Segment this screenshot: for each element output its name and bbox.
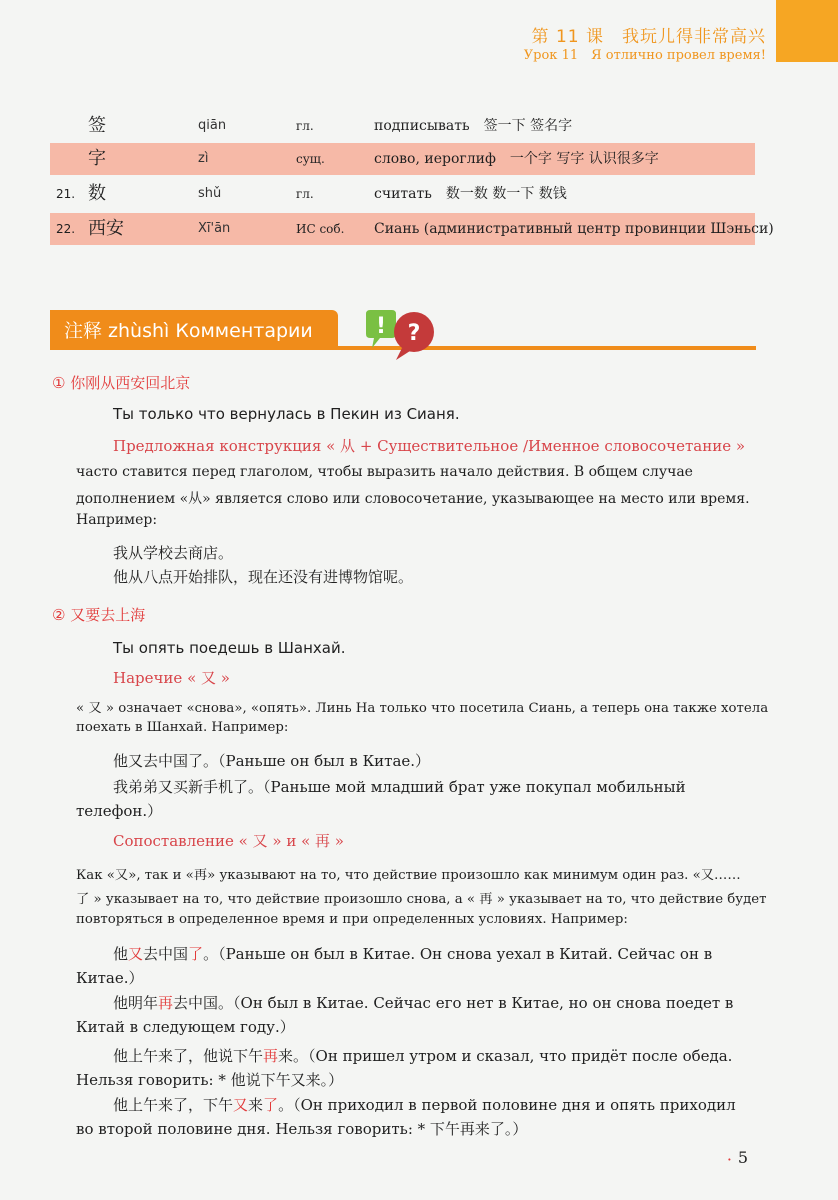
lesson-title: 第 11 课 我玩儿得非常高兴 [531, 27, 766, 47]
vocab-number: 22. [56, 222, 76, 236]
svg-text:?: ? [407, 321, 421, 346]
body-text: Как «又», так и «再» указывают на то, что действие произошло как минимум один раз. «又…… [76, 868, 741, 883]
grammar-rule: Сопоставление « 又 » и « 再 » [113, 832, 344, 850]
example-fragment: 来。（Он пришел утром и сказал, что придёт после обеда. [278, 1047, 733, 1065]
vocab-part-of-speech: сущ. [296, 152, 325, 166]
vocab-word: 西安 [88, 218, 124, 239]
example-sentence: Нельзя говорить: * 他说下午又来。） [76, 1071, 344, 1089]
lesson-subtitle: Урок 11 Я отлично провел время! [523, 48, 766, 63]
vocab-definition: слово, иероглиф 一个字 写字 认识很多字 [374, 151, 659, 167]
vocab-part-of-speech: гл. [296, 119, 314, 133]
page-number-marker: · [726, 1150, 732, 1169]
example-fragment: 来 [248, 1096, 264, 1114]
grammar-rule: Наречие « 又 » [113, 669, 230, 687]
example-sentence: Китай в следующем году.） [76, 1018, 295, 1036]
highlight-word: 又 [233, 1096, 249, 1114]
note-translation: Ты опять поедешь в Шанхай. [113, 639, 346, 657]
example-sentence: телефон.） [76, 802, 163, 820]
vocab-word: 数 [88, 183, 106, 204]
highlight-word: 了 [263, 1096, 279, 1114]
body-text: 了 » указывает на то, что действие произошло снова, а « 再 » указывает на то, что действие будет [76, 892, 767, 907]
vocab-row [50, 110, 755, 142]
section-title: 注释 zhùshì Комментарии [64, 320, 313, 342]
example-sentence: 他从八点开始排队，现在还没有进博物馆呢。 [113, 568, 414, 586]
body-text: « 又 » означает «снова», «опять». Линь На только что посетила Сиань, а теперь она также хотела [76, 701, 769, 716]
example-fragment: 他上午来了，他说下午 [113, 1047, 264, 1065]
vocab-row [50, 178, 755, 210]
note-translation: Ты только что вернулась в Пекин из Сианя. [113, 405, 460, 423]
page-number: 5 [737, 1148, 748, 1167]
example-sentence [113, 1094, 736, 1115]
speech-bubbles-icon [362, 308, 438, 364]
example-fragment: 他 [113, 945, 129, 963]
vocab-word: 字 [88, 148, 106, 169]
body-text: поехать в Шанхай. Например: [76, 720, 289, 735]
example-sentence: 我弟弟又买新手机了。（Раньше мой младший брат уже покупал мобильный [113, 778, 686, 796]
example-sentence [113, 1045, 732, 1066]
example-sentence [113, 943, 712, 964]
body-text: дополнением «从» является слово или словосочетание, указывающее на место или время. [76, 491, 750, 507]
grammar-rule: Предложная конструкция « 从 + Существительное /Именное словосочетание » [113, 437, 746, 455]
vocab-number: 21. [56, 187, 76, 201]
vocab-word: 签 [88, 115, 106, 136]
vocab-row [50, 213, 774, 245]
vocab-pinyin: zì [198, 151, 209, 166]
example-sentence [113, 992, 733, 1013]
example-fragment: 他上午来了，下午 [113, 1096, 234, 1114]
body-text: повторяться в определенное время и при определенных условиях. Например: [76, 912, 628, 927]
example-sentence: 他又去中国了。（Раньше он был в Китае.） [113, 752, 431, 770]
vocab-pinyin: qiān [198, 118, 227, 133]
example-fragment: 他明年 [113, 994, 159, 1012]
example-fragment: 去中国。（Он был в Китае. Сейчас его нет в Китае, но он снова поедет в [173, 994, 734, 1012]
body-text: Например: [76, 512, 158, 528]
header-accent-block [776, 0, 838, 62]
example-sentence: Китае.） [76, 969, 144, 987]
example-fragment: 。（Раньше он был в Китае. Он снова уехал в Китай. Сейчас он в [203, 945, 713, 963]
vocab-part-of-speech: ИС соб. [296, 222, 345, 236]
example-fragment: 去中国 [143, 945, 189, 963]
vocab-definition: подписывать 签一下 签名字 [374, 118, 573, 134]
vocab-pinyin: Xī'ān [198, 221, 231, 236]
example-sentence: во второй половине дня. Нельзя говорить: * 下午再来了。） [76, 1120, 528, 1138]
example-fragment: 。（Он приходил в первой половине дня и опять приходил [278, 1096, 736, 1114]
body-text: часто ставится перед глаголом, чтобы выразить начало действия. В общем случае [76, 464, 693, 480]
note-heading: ② 又要去上海 [52, 606, 146, 624]
vocab-definition: считать 数一数 数一下 数钱 [374, 186, 567, 202]
highlight-word: 了 [188, 945, 204, 963]
highlight-word: 再 [263, 1047, 279, 1065]
note-heading: ① 你刚从西安回北京 [52, 374, 191, 392]
example-sentence: 我从学校去商店。 [113, 544, 234, 562]
highlight-word: 又 [128, 945, 144, 963]
highlight-word: 再 [158, 994, 174, 1012]
svg-text:!: ! [375, 314, 387, 339]
vocab-pinyin: shǔ [198, 186, 222, 201]
vocab-row [50, 143, 755, 175]
vocab-definition: Сиань (административный центр провинции Шэньси) [374, 221, 774, 237]
vocab-part-of-speech: гл. [296, 187, 314, 201]
